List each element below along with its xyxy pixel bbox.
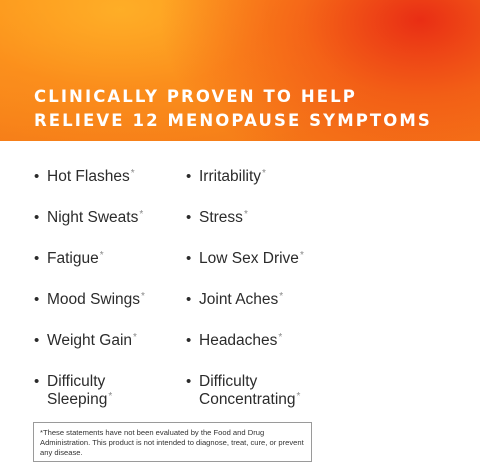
asterisk-mark: *: [299, 250, 304, 261]
bullet-icon: •: [34, 332, 40, 349]
symptom-label: Fatigue: [47, 250, 99, 267]
symptom-item: [34, 205, 184, 246]
bullet-icon: •: [34, 373, 40, 390]
symptom-item: [186, 246, 336, 287]
fda-disclaimer: *These statements have not been evaluated by the Food and Drug Administration. This product is not intended to diagnose, treat, cure, or prevent any disease.: [33, 422, 312, 462]
bullet-icon: •: [34, 291, 40, 308]
asterisk-mark: *: [99, 250, 104, 261]
symptom-item: [34, 328, 184, 369]
symptom-item: [186, 369, 336, 429]
asterisk-mark: *: [139, 209, 144, 220]
asterisk-mark: *: [141, 291, 145, 302]
symptom-item: [34, 287, 184, 328]
bullet-icon: •: [34, 168, 40, 185]
bullet-icon: •: [186, 332, 192, 349]
symptom-item: [186, 328, 336, 369]
symptom-item: [34, 164, 184, 205]
symptom-item: [186, 205, 336, 246]
symptom-list-left: [34, 164, 184, 429]
symptom-label: Hot Flashes: [47, 168, 130, 185]
symptom-label: Difficulty Sleeping: [47, 373, 108, 408]
symptom-label: Headaches: [199, 332, 278, 349]
symptom-label: Weight Gain: [47, 332, 133, 349]
asterisk-mark: *: [130, 168, 135, 179]
gradient-banner: [0, 0, 480, 141]
symptom-label: Night Sweats: [47, 209, 139, 226]
symptom-label: Joint Aches: [199, 291, 279, 308]
asterisk-mark: *: [108, 391, 113, 402]
symptom-item: [186, 164, 336, 205]
symptom-item: [34, 369, 184, 429]
symptom-item: [186, 287, 336, 328]
headline-line-1: CLINICALLY PROVEN TO HELP: [34, 87, 357, 106]
symptom-list-right: [186, 164, 336, 429]
bullet-icon: •: [186, 291, 192, 308]
asterisk-mark: *: [279, 291, 284, 302]
bullet-icon: •: [186, 373, 192, 390]
asterisk-mark: *: [278, 332, 283, 343]
symptom-label: Stress: [199, 209, 243, 226]
bullet-icon: •: [34, 209, 40, 226]
asterisk-mark: *: [243, 209, 248, 220]
symptom-label: Low Sex Drive: [199, 250, 299, 267]
bullet-icon: •: [34, 250, 40, 267]
headline: [34, 85, 432, 133]
bullet-icon: •: [186, 209, 192, 226]
symptom-label: Mood Swings: [47, 291, 141, 308]
bullet-icon: •: [186, 250, 192, 267]
bullet-icon: •: [186, 168, 192, 185]
asterisk-mark: *: [133, 332, 137, 343]
symptom-item: [34, 246, 184, 287]
symptom-label: Difficulty Concentrating: [199, 373, 296, 408]
symptom-label: Irritability: [199, 168, 262, 185]
asterisk-mark: *: [262, 168, 266, 179]
asterisk-mark: *: [296, 391, 301, 402]
headline-line-2: RELIEVE 12 MENOPAUSE SYMPTOMS: [34, 111, 432, 130]
